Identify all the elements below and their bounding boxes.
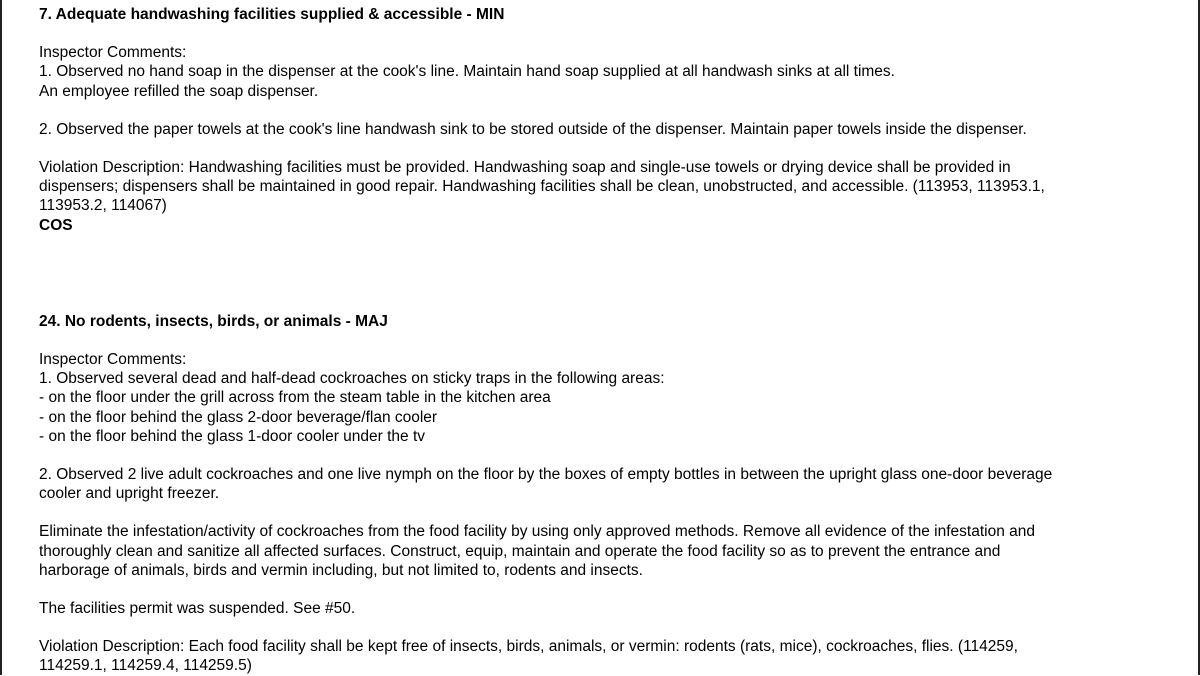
instruction-line: Eliminate the infestation/activity of cockroaches from the food facility by using only approved methods. Remove all evidence of the infestation and (39, 523, 1035, 541)
violation-description-line: 113953.2, 114067) (39, 197, 167, 215)
violation-description-line: Violation Description: Handwashing facilities must be provided. Handwashing soap and single-use towels or drying device shall be provided in (39, 159, 1011, 177)
instruction-line: thoroughly clean and sanitize all affected surfaces. Construct, equip, maintain and operate the food facility so as to prevent the entrance and (39, 542, 1001, 560)
comment-line: 2. Observed 2 live adult cockroaches and one live nymph on the floor by the boxes of empty bottles in between the upright glass one-door beverage (39, 466, 1053, 484)
inspection-report-content (39, 5, 1159, 676)
comment-line: 2. Observed the paper towels at the cook's line handwash sink to be stored outside of the dispenser. Maintain paper towels inside the dispenser. (39, 120, 1027, 138)
page-border-left (0, 0, 2, 675)
violation-description-line: Violation Description: Each food facility shall be kept free of insects, birds, animals, or vermin: rodents (rats, mice), cockroaches, flies. (114259, (39, 638, 1018, 656)
comment-line: - on the floor under the grill across from the steam table in the kitchen area (39, 389, 551, 407)
inspector-comments-label: Inspector Comments: (39, 351, 187, 369)
comment-line: - on the floor behind the glass 2-door beverage/flan cooler (39, 408, 438, 426)
violation-description-line: dispensers; dispensers shall be maintained in good repair. Handwashing facilities shall be clean, unobstructed, and accessible. (113953, 113953.1, (39, 178, 1045, 196)
status-cos: COS (39, 216, 73, 234)
section-heading: 24. No rodents, insects, birds, or animals - MAJ (39, 312, 388, 330)
violation-description-line: 114259.1, 114259.4, 114259.5) (39, 657, 252, 675)
inspector-comments-label: Inspector Comments: (39, 44, 187, 62)
permit-note: The facilities permit was suspended. See #50. (39, 600, 356, 618)
violation-section-24 (39, 312, 1159, 676)
comment-line: cooler and upright freezer. (39, 485, 220, 503)
comment-line: 1. Observed several dead and half-dead cockroaches on sticky traps in the following areas: (39, 370, 665, 388)
section-heading: 7. Adequate handwashing facilities supplied & accessible - MIN (39, 6, 505, 23)
violation-section-7 (39, 5, 1159, 235)
comment-line: An employee refilled the soap dispenser. (39, 82, 319, 100)
comment-line: - on the floor behind the glass 1-door cooler under the tv (39, 427, 426, 445)
comment-line: 1. Observed no hand soap in the dispenser at the cook's line. Maintain hand soap supplied at all handwash sinks at all times. (39, 63, 895, 81)
instruction-line: harborage of animals, birds and vermin including, but not limited to, rodents and insects. (39, 561, 643, 579)
